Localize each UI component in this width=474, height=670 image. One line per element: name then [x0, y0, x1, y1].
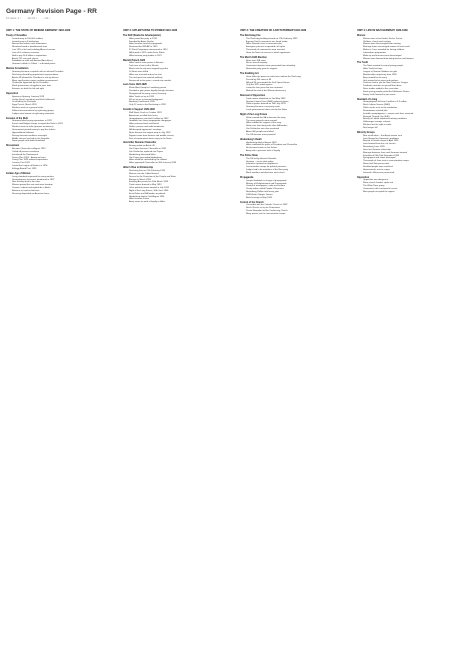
- bullet-item: • Strength Through Joy (KdF): [363, 116, 465, 119]
- bullet-item: • Some young people joined the Edelweiss Pirates: [363, 91, 465, 94]
- bullet-item: • Communist cells continued in secret: [363, 188, 465, 191]
- bullet-list: [6, 176, 114, 196]
- bullet-item: • The army generals were worried: [246, 120, 348, 123]
- bullet-list: [6, 148, 114, 171]
- bullet-item: • Banned the airforce and submarines: [12, 43, 114, 46]
- bullet-item: • The White Rose group: [363, 185, 465, 188]
- bullet-item: • Had to pay £6.6 billion in reparations: [12, 55, 114, 58]
- section-heading: Growth in Support 1929-1932: [123, 109, 155, 112]
- bullet-item: • Textbooks rewritten to spread Nazi ideas: [363, 85, 465, 88]
- bullet-list: [123, 38, 231, 58]
- bullet-item: • 1936 Berlin Olympic Games: [246, 194, 348, 197]
- bullet-item: • Hitler needed the support of the army: [246, 122, 348, 125]
- column-unit-4: [357, 30, 465, 194]
- bullet-item: • Rhineland made a demilitarised zone: [12, 46, 114, 49]
- bullet-item: • March into the city was stopped by police: [129, 68, 231, 71]
- bullet-item: • Book burnings in May 1933: [246, 197, 348, 200]
- bullet-item: • Rohm was shot along with other SA leaders: [246, 125, 348, 128]
- bullet-item: • Marriage between Jews and Germans banned: [363, 152, 465, 155]
- bullet-item: • Hindenburg died on 2nd August 1934: [129, 196, 231, 199]
- bullet-item: • Hitler combined the posts of President and Chancellor: [246, 144, 348, 147]
- section-heading: The Youth: [357, 62, 369, 65]
- bullet-item: • Hitler joined the party in 1919: [129, 38, 231, 41]
- bullet-item: • Rohm wanted the SA to become the army: [246, 117, 348, 120]
- unit-title: UNIT 2: HITLER'S RISE TO POWER 1919-1933: [123, 29, 178, 32]
- bullet-item: • Took over a beer hall in Munich: [129, 65, 231, 68]
- bullet-item: • Reorganised the party across Germany: [129, 93, 231, 96]
- bullet-item: • Only 12 seats in the Reichstag in 1928: [129, 104, 231, 107]
- unit-title: UNIT 4: LIFE IN NAZI GERMANY 1933-1939: [357, 29, 408, 32]
- bullet-item: • Lasted for four years but was renewed: [246, 87, 348, 90]
- bullet-item: • Gave Hitler the power to make laws without the Reichstag: [246, 76, 348, 79]
- bullet-item: • Women gained the vote and more freedom: [12, 184, 114, 187]
- bullet-item: • Sentenced to five years, served nine months: [129, 80, 231, 83]
- bullet-item: • SS set up as a personal bodyguard: [129, 99, 231, 102]
- bullet-item: • Invisible unemployment – women and Jews removed: [363, 113, 465, 116]
- bullet-item: • Concordat with the Catholic Church in 1933: [246, 204, 348, 207]
- bullet-list: [123, 112, 231, 140]
- bullet-item: • Ministry of Enlightenment and Propaganda: [246, 183, 348, 186]
- bullet-item: • Enemies on both the left and right: [12, 88, 114, 91]
- bullet-item: • 16 Nazis were killed: [129, 71, 231, 74]
- bullet-item: • Marked the end of the Weimar democracy: [246, 90, 348, 93]
- bullet-item: • Women were discouraged from working: [363, 43, 465, 46]
- bullet-item: • The SS became more powerful: [246, 134, 348, 137]
- bullet-item: • Swing Youth listened to jazz music: [363, 94, 465, 97]
- section-heading: The March 1933 Election: [240, 56, 267, 59]
- bullet-item: • Founded by Anton Drexler: [129, 41, 231, 44]
- bullet-item: • The trial gave him national publicity: [129, 77, 231, 80]
- bullet-list: [240, 98, 348, 112]
- bullet-item: • Jehovah's Witnesses persecuted: [363, 172, 465, 175]
- bullet-item: • Political parties banned on 14th July 1933: [246, 103, 348, 106]
- section-heading: The Enabling Act: [240, 72, 259, 75]
- bullet-item: • Hitler claimed it was a communist plot: [246, 43, 348, 46]
- bullet-list: [240, 180, 348, 200]
- section-heading: The Reichstag Fire: [240, 34, 261, 37]
- bullet-item: • Gave the Nazis an excuse to attack opponents: [246, 52, 348, 55]
- bullet-item: • Many priests sent to concentration camps: [246, 213, 348, 216]
- bullet-item: • Americans recalled their loans: [129, 115, 231, 118]
- section-heading: Removal of Opposition: [240, 94, 266, 97]
- bullet-item: • German Labour Front (DAF) replaced unions: [246, 101, 348, 104]
- bullet-item: • Hitler would be controlled by the cabinet: [129, 159, 231, 162]
- bullet-item: • Marinus van der Lubbe blamed: [129, 173, 231, 176]
- bullet-item: • Unemployment insurance introduced in 1927: [12, 179, 114, 182]
- bullet-item: • SA disrupted opponents' meetings: [129, 129, 231, 132]
- bullet-item: • Real wages fell: [363, 127, 465, 130]
- section-heading: Hitler's Rise to Dictatorship: [123, 167, 154, 170]
- bullet-item: • Most people accepted the regime: [363, 191, 465, 194]
- bullet-item: • Hitler was arrested and put on trial: [129, 74, 231, 77]
- bullet-item: • Not an overall majority: [246, 62, 348, 65]
- section-heading: Golden Age of Weimar: [6, 172, 31, 175]
- bullet-item: • Support came from farmers and middle classes: [129, 135, 231, 138]
- bullet-item: • Hitler Youth for boys: [363, 68, 465, 71]
- bullet-item: • About 400 people were killed: [246, 131, 348, 134]
- bullet-item: • Nationalist party gave its support: [246, 68, 348, 71]
- bullet-item: • Middle classes lost faith in the Republic: [12, 138, 114, 141]
- bullet-list: [123, 87, 231, 107]
- bullet-item: • Reich Church set up for Protestants: [246, 207, 348, 210]
- bullet-item: • Some people with debts benefitted: [12, 140, 114, 143]
- section-heading: Women: [357, 34, 366, 37]
- bullet-item: • Kristallnacht 9th-10th November 1938: [363, 155, 465, 158]
- bullet-item: • Make-up and trousers were discouraged: [363, 55, 465, 58]
- bullet-item: • Workers lost the right to strike: [363, 124, 465, 127]
- bullet-item: • Von Schleicher replaced von Papen: [129, 151, 231, 154]
- bullet-item: • Reich Labour Service (RAD): [363, 104, 465, 107]
- bullet-list: [123, 170, 231, 204]
- bullet-item: • Jews blamed for Germany's problems: [363, 138, 465, 141]
- section-heading: Night of the Long Knives: [240, 113, 268, 116]
- bullet-item: • Von Schleicher was also murdered: [246, 128, 348, 131]
- bullet-list: [240, 60, 348, 71]
- bullet-item: • Germany became a one-party state: [246, 106, 348, 109]
- bullet-item: • Many small parties meant coalition governments: [12, 80, 114, 83]
- bullet-item: • Called off passive resistance: [12, 151, 114, 154]
- section-heading: How Hitler Became Chancellor: [123, 142, 157, 145]
- unit-title: UNIT 3: THE CREATION OF A DICTATORSHIP 1933-1939: [240, 29, 307, 32]
- bullet-item: • Rearmament created jobs: [363, 110, 465, 113]
- bullet-item: • Ernst Rohm and SA leaders murdered: [129, 193, 231, 196]
- bullet-item: • Public works such as the autobahns: [363, 107, 465, 110]
- bullet-item: • Von Papen became Chancellor in 1932: [129, 148, 231, 151]
- bullet-item: • Disabled people were sterilised: [363, 166, 465, 169]
- bullet-item: • Passed by 444 votes to 94: [246, 79, 348, 82]
- bullet-item: • Limited army to 100,000 soldiers: [12, 38, 114, 41]
- bullet-item: • Young Plan 1929 reduced reparations: [12, 159, 114, 162]
- bullet-item: • Block wardens watched over each street: [246, 172, 348, 175]
- bullet-item: • Hyperinflation followed: [12, 132, 114, 135]
- bullet-list: [6, 96, 114, 116]
- bullet-item: • Membership compulsory from 1936: [363, 74, 465, 77]
- bullet-item: • Led by Rosa Luxemburg and Karl Liebknecht: [12, 99, 114, 102]
- bullet-item: • Army swore an oath of loyalty to Hitler: [129, 201, 231, 204]
- bullet-item: • Fear of communism drove many to the Nazis: [129, 138, 231, 141]
- bullet-list: [6, 38, 114, 66]
- bullet-list: [240, 158, 348, 175]
- bullet-item: • Limited navy to 6 battleships: [12, 41, 114, 44]
- bullet-item: • Spartacist Uprising, January 1919: [12, 96, 114, 99]
- bullet-item: • Reichstag Fire on 27th February 1933: [129, 170, 231, 173]
- bullet-item: • The Reichstag building burned on 27th February 1933: [246, 38, 348, 41]
- bullet-item: • 25 Point Programme announced in 1920: [129, 49, 231, 52]
- bullet-item: • Thousands of communists were arrested: [246, 49, 348, 52]
- bullet-item: • Only the SPD voted against: [246, 84, 348, 87]
- bullet-item: • Unemployment reached 6 million by 1932: [129, 118, 231, 121]
- section-heading: Lean Years 1924-1928: [123, 84, 147, 87]
- bullet-item: • Boys trained for the army: [363, 77, 465, 80]
- bullet-item: • Local governments taken over by the Nazis: [246, 109, 348, 112]
- bullet-item: • Crushed by the Freikorps: [12, 101, 114, 104]
- bullet-item: • League of German Maidens for girls: [363, 71, 465, 74]
- page-title: Germany Revision Page - RR: [6, 8, 97, 15]
- bullet-item: • The Nazis wanted to control young people: [363, 65, 465, 68]
- bullet-item: • Night of the Long Knives, 30th June 1934: [129, 190, 231, 193]
- bullet-item: • Nazis became the largest party in July 1932: [129, 132, 231, 135]
- bullet-list: [240, 117, 348, 137]
- section-heading: Munich Putsch 1923: [123, 59, 146, 62]
- bullet-list: [240, 76, 348, 93]
- bullet-item: • Kellogg-Briand Pact 1928: [12, 168, 114, 171]
- bullet-item: • Other political parties banned in July 1933: [129, 187, 231, 190]
- bullet-item: • Nazi racial ideas – the Aryan master race: [363, 135, 465, 138]
- bullet-item: • Hitler tried to seize power in Bavaria: [129, 62, 231, 65]
- bullet-item: • New housing built in the cities: [12, 181, 114, 184]
- bullet-item: • French and Belgian troops occupied the Ruhr in 1923: [12, 123, 114, 126]
- bullet-item: • Goebbels ran clever propaganda campaigns: [129, 120, 231, 123]
- bullet-item: • Judges were lenient on right-wing extremists: [12, 113, 114, 116]
- section-heading: Hindenburg's Death: [240, 138, 262, 141]
- bullet-item: • Von Papen persuaded Hindenburg: [129, 157, 231, 160]
- section-heading: Propaganda: [240, 176, 254, 179]
- bullet-item: • Lebensborn programme: [363, 52, 465, 55]
- bullet-item: • Political assassinations by right-wing groups: [12, 110, 114, 113]
- bullet-item: • SA formed in 1921 under Ernst Rohm: [129, 52, 231, 55]
- bullet-item: • Roma and Sinti persecuted: [363, 163, 465, 166]
- bullet-item: • Kapp Putsch, March 1920: [12, 104, 114, 107]
- bullet-item: • Recovery depended on American loans: [12, 193, 114, 196]
- bullet-item: • Informers reported on neighbours: [246, 163, 348, 166]
- bullet-item: • Became Chancellor in August 1923: [12, 148, 114, 151]
- bullet-item: • Weak government struggled to pass laws: [12, 85, 114, 88]
- bullet-item: • Germans called it a 'Diktat' – a dictated peace: [12, 63, 114, 66]
- bullet-item: • Hitler appointed Chancellor on 30th January 1933: [129, 162, 231, 165]
- bullet-item: • Children, church and cooking: [363, 41, 465, 44]
- bullet-item: • Judges had to be members of the Nazi party: [246, 169, 348, 172]
- bullet-item: • Germany became a republic with an elected President: [12, 71, 114, 74]
- bullet-item: • SA and SS surrounded the Kroll Opera House: [246, 82, 348, 85]
- document-meta: [6, 17, 56, 20]
- section-heading: Weimar Constitution: [6, 68, 29, 71]
- bullet-item: • He became known as the Fuhrer: [246, 147, 348, 150]
- column-unit-3: [240, 30, 348, 216]
- bullet-item: • Renamed the NSDAP in 1920: [129, 46, 231, 49]
- bullet-item: • Control of newspapers, radio and cinema: [246, 185, 348, 188]
- bullet-item: • Decided to gain power legally through elections: [129, 90, 231, 93]
- bullet-list: [357, 135, 465, 175]
- section-heading: Minority Groups: [357, 131, 375, 134]
- bullet-item: • Workers went on a general strike: [12, 107, 114, 110]
- bullet-item: • Savings became worthless overnight: [12, 135, 114, 138]
- bullet-item: • Decree for the Protection of the People and State: [129, 176, 231, 179]
- bullet-item: • Bruning relied on Article 48: [129, 145, 231, 148]
- bullet-item: • Pastor Niemoller led the Confessing Church: [246, 210, 348, 213]
- bullet-list: [357, 38, 465, 61]
- bullet-item: • Nuremberg Laws 1935: [363, 146, 465, 149]
- bullet-item: • Hitler became head of propaganda: [129, 43, 231, 46]
- section-heading: Control of the Church: [240, 201, 264, 204]
- bullet-item: • Hitler Youth set up in 1926: [129, 96, 231, 99]
- section-heading: Standard of Living: [357, 98, 378, 101]
- bullet-item: • Communist deputies were prevented from attending: [246, 65, 348, 68]
- section-heading: Invasion of the Ruhr: [6, 117, 29, 120]
- bullet-item: • Thousands of Jews sent to concentration camps: [363, 160, 465, 163]
- bullet-item: • Cinema, cabaret and nightclubs in Berlin: [12, 187, 114, 190]
- bullet-item: • Nazis won 288 seats: [246, 60, 348, 63]
- bullet-item: • Opposition was dangerous: [363, 179, 465, 182]
- bullet-item: • Dawes Plan 1924 – American loans: [12, 157, 114, 160]
- bullet-item: • Women were banned from being doctors and lawyers: [363, 58, 465, 61]
- bullet-item: • Trade unions abolished on 2nd May 1933: [246, 98, 348, 101]
- bullet-item: • Introduced the Rentenmark: [12, 154, 114, 157]
- bullet-item: • Boycott of Jewish shops in April 1933: [363, 140, 465, 143]
- bullet-list: [240, 38, 348, 55]
- column-unit-1: [6, 30, 114, 196]
- bullet-item: • Government printed money to pay the strikers: [12, 129, 114, 132]
- bullet-item: • Jews lost German citizenship: [363, 149, 465, 152]
- bullet-item: • Nuremberg Rallies held every year: [246, 191, 348, 194]
- bullet-item: • Rallies, posters and radio broadcasts: [129, 126, 231, 129]
- bullet-item: • Hindenburg distrusted Hitler: [129, 154, 231, 157]
- bullet-item: • Article 231: war guilt clause: [12, 58, 114, 61]
- bullet-item: • Election in March 1933: [129, 179, 231, 182]
- bullet-item: • Germany failed to pay reparations in 1922: [12, 120, 114, 123]
- bullet-item: • Trade unions banned in May 1933: [129, 184, 231, 187]
- bullet-item: • Locarno Pact 1925: [12, 162, 114, 165]
- bullet-item: • Wall Street Crash in October 1929: [129, 112, 231, 115]
- bullet-item: • Lost 13% of its land including Alsace-Lorraine: [12, 49, 114, 52]
- bullet-item: • Hindenburg died in August 1934: [246, 142, 348, 145]
- section-heading: The Police State: [240, 154, 258, 157]
- bullet-item: • Marriage loans encouraged women to leave work: [363, 46, 465, 49]
- section-heading: Treaty of Versailles: [6, 34, 27, 37]
- bullet-item: • Army took a personal oath of loyalty: [246, 150, 348, 153]
- bullet-item: • Chancellor appointed by the President: [12, 82, 114, 85]
- bullet-item: • Enabling Act passed on 23rd March 1933: [129, 181, 231, 184]
- bullet-item: • Race studies added to the curriculum: [363, 88, 465, 91]
- bullet-item: • Wrote Mein Kampf in Landsberg prison: [129, 87, 231, 90]
- bullet-list: [240, 142, 348, 153]
- section-heading: The DAP (Deutsche Arbeiterpartei): [123, 34, 161, 37]
- bullet-item: • Reichstag elected by proportional representation: [12, 74, 114, 77]
- bullet-item: • Homosexuals sent to camps: [363, 169, 465, 172]
- bullet-item: • Forbidden to unite with Austria (Anschluss): [12, 60, 114, 63]
- bullet-item: • Hitler promised work and bread: [129, 123, 231, 126]
- bullet-item: • Beauty of Labour improved working conditions: [363, 118, 465, 121]
- bullet-item: • Lost all its colonies overseas: [12, 52, 114, 55]
- meta-item: 12 views, 3 •: [6, 17, 21, 20]
- bullet-item: • Hitler became Fuhrer: [129, 198, 231, 201]
- bullet-item: • The SS led by Heinrich Himmler: [246, 158, 348, 161]
- bullet-item: • Jews banned from the civil service: [363, 143, 465, 146]
- bullet-item: • Concentration camps for political prisoners: [246, 166, 348, 169]
- bullet-list: [357, 65, 465, 96]
- bullet-item: • Living standards improved for many workers: [12, 176, 114, 179]
- section-heading: Opposition: [357, 176, 370, 179]
- bullet-item: • Some church leaders spoke out: [363, 182, 465, 185]
- section-heading: Opposition: [6, 92, 19, 95]
- meta-item: • 42 •: [43, 17, 50, 20]
- bullet-item: • Gestapo – secret state police: [246, 161, 348, 164]
- bullet-item: • Article 48 allowed the President to rule by decree: [12, 77, 114, 80]
- bullet-item: • Women were to be Kinder, Kirche, Kuche: [363, 38, 465, 41]
- bullet-item: • Teachers had to join the Nazi Teachers' League: [363, 82, 465, 85]
- bullet-item: • Emergency decree suspended civil rights: [246, 46, 348, 49]
- bullet-item: • Joseph Goebbels in charge of propaganda: [246, 180, 348, 183]
- bullet-list: [123, 145, 231, 165]
- bullet-item: • Synagogues and shops destroyed: [363, 157, 465, 160]
- bullet-list: [6, 71, 114, 91]
- bullet-item: • Girls trained to be wives and mothers: [363, 80, 465, 83]
- bullet-item: • Unemployment fell from 6 million to 0.3 million: [363, 101, 465, 104]
- bullet-item: • Bamberg Conference 1926: [129, 101, 231, 104]
- bullet-item: • A young Dutch communist was found inside: [246, 41, 348, 44]
- bullet-item: • Volkswagen savings scheme: [363, 121, 465, 124]
- bullet-item: • Hitler became party leader in 1921: [129, 55, 231, 58]
- bullet-list: [357, 176, 465, 193]
- unit-title: UNIT 1: THE STATE OF WEIMAR GERMANY 1918-1929: [6, 29, 71, 32]
- bullet-item: • Workers went on strike (passive resistance): [12, 126, 114, 129]
- column-unit-2: [123, 30, 231, 204]
- meta-item: Jan 22 •: [27, 17, 37, 20]
- bullet-item: • Mother's Cross awarded for having children: [363, 49, 465, 52]
- section-heading: Stresemann: [6, 145, 20, 148]
- bullet-item: • Bauhaus art and architecture: [12, 190, 114, 193]
- bullet-item: • Joined the League of Nations in 1926: [12, 165, 114, 168]
- bullet-item: • Cheap radios called People's Receivers: [246, 188, 348, 191]
